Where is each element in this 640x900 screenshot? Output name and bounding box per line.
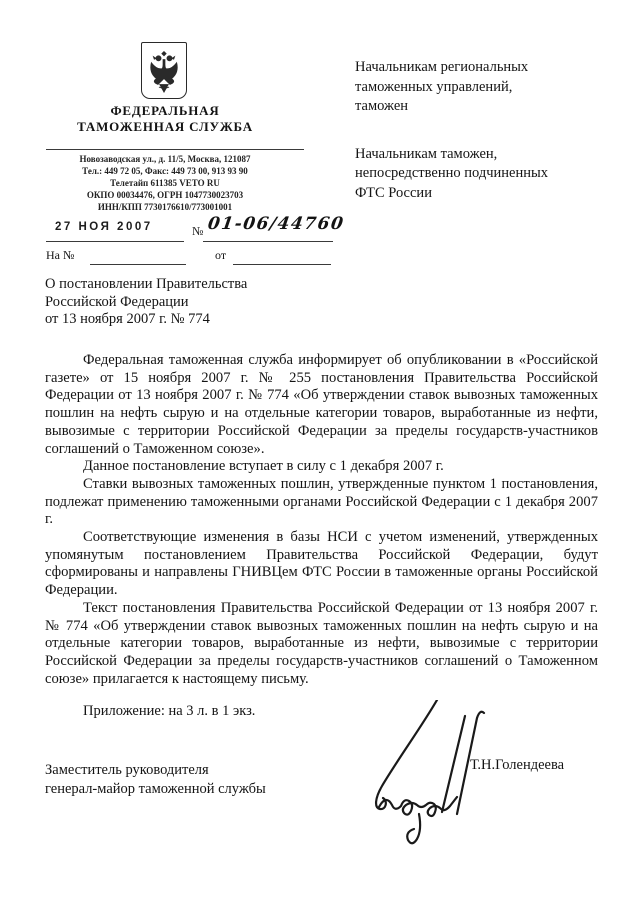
org-name: [10, 103, 320, 135]
date-stamp: 27 НОЯ 2007: [55, 221, 153, 233]
handwritten-ref-number: 01-06/44760: [206, 214, 346, 234]
address-block: [10, 153, 320, 213]
addressee-line: ФТС России: [355, 184, 432, 201]
subject: [45, 276, 345, 329]
address-line: Тел.: 449 72 05, Факс: 449 73 00, 913 93 90: [82, 166, 248, 176]
body-paragraph: Текст постановления Правительства Российской Федерации от 13 ноября 2007 г. № 774 «Об утверждении ставок вывозных таможенных пошлин на нефть сырую и на отдельные категории товаров, выработанные из нефти, вывозимые с территории Российской Федерации за пределы государств-участников соглашений о Таможенном союзе» прилагается к настоящему письму.: [45, 599, 598, 687]
signer-position: [45, 761, 345, 799]
address-line: Новозаводская ул., д. 11/5, Москва, 121087: [79, 154, 251, 164]
body-paragraph: Федеральная таможенная служба информирует об опубликовании в «Российской газете» от 15 ноября 2007 г. № 255 постановления Правительства Российской Федерации от 13 ноября 2007 г. № 774 «Об утверждении ставок вывозных таможенных пошлин на нефть сырую и на отдельные категории товаров, выработанные из нефти, вывозимые с территории Российской Федерации за пределы государств-участников соглашений о Таможенном союзе».: [45, 352, 598, 457]
date-underline: [46, 241, 184, 242]
subject-line: от 13 ноября 2007 г. № 774: [45, 311, 210, 327]
letterhead-divider: [46, 149, 304, 150]
attachment-note: Приложение: на 3 л. в 1 экз.: [83, 703, 256, 719]
subject-line: Российской Федерации: [45, 293, 189, 310]
address-line: ОКПО 00034476, ОГРН 1047730023703: [86, 190, 244, 200]
emblem-frame: [141, 42, 187, 99]
address-line: ИНН/КПП 7730176610/773001001: [97, 202, 233, 212]
incoming-date-label: от: [215, 248, 227, 262]
address-line: Телетайп 611385 VETO RU: [110, 178, 220, 188]
letter-body: [45, 352, 598, 688]
double-headed-eagle-icon: [147, 49, 181, 93]
addressees: [355, 58, 615, 231]
addressee-line: таможенных управлений,: [355, 78, 513, 95]
org-name-line1: ФЕДЕРАЛЬНАЯ: [110, 103, 220, 118]
signer-name: Т.Н.Голендеева: [470, 757, 565, 773]
incoming-date-underline: [233, 264, 331, 265]
number-label: №: [192, 224, 204, 238]
subject-line: О постановлении Правительства: [45, 276, 248, 292]
ref-number-underline: [203, 241, 333, 242]
body-paragraph: Данное постановление вступает в силу с 1 декабря 2007 г.: [83, 458, 444, 475]
body-paragraph: Соответствующие изменения в базы НСИ с учетом изменений, утвержденных упомянутым постановлением Правительства Российской Федерации, будут сформированы и направлены ГНИВЦем ФТС России в таможенные органы Российской Федерации.: [45, 529, 598, 599]
body-paragraph: Ставки вывозных таможенных пошлин, утвержденные пунктом 1 постановления, подлежат применению таможенными органами Российской Федерации с 1 декабря 2007 г.: [45, 475, 598, 528]
handwritten-signature: [362, 700, 507, 860]
addressee-line: таможен: [355, 98, 409, 114]
signer-position-line: Заместитель руководителя: [45, 762, 209, 778]
addressee-line: непосредственно подчиненных: [355, 165, 548, 181]
addressee-block: [355, 145, 615, 204]
addressee-line: Начальникам региональных: [355, 59, 529, 75]
incoming-number-underline: [90, 264, 186, 265]
incoming-number-label: На №: [46, 248, 75, 262]
signer-position-line: генерал-майор таможенной службы: [45, 781, 266, 797]
org-name-line2: ТАМОЖЕННАЯ СЛУЖБА: [77, 119, 253, 134]
addressee-line: Начальникам таможен,: [355, 145, 498, 162]
addressee-block: [355, 58, 615, 117]
